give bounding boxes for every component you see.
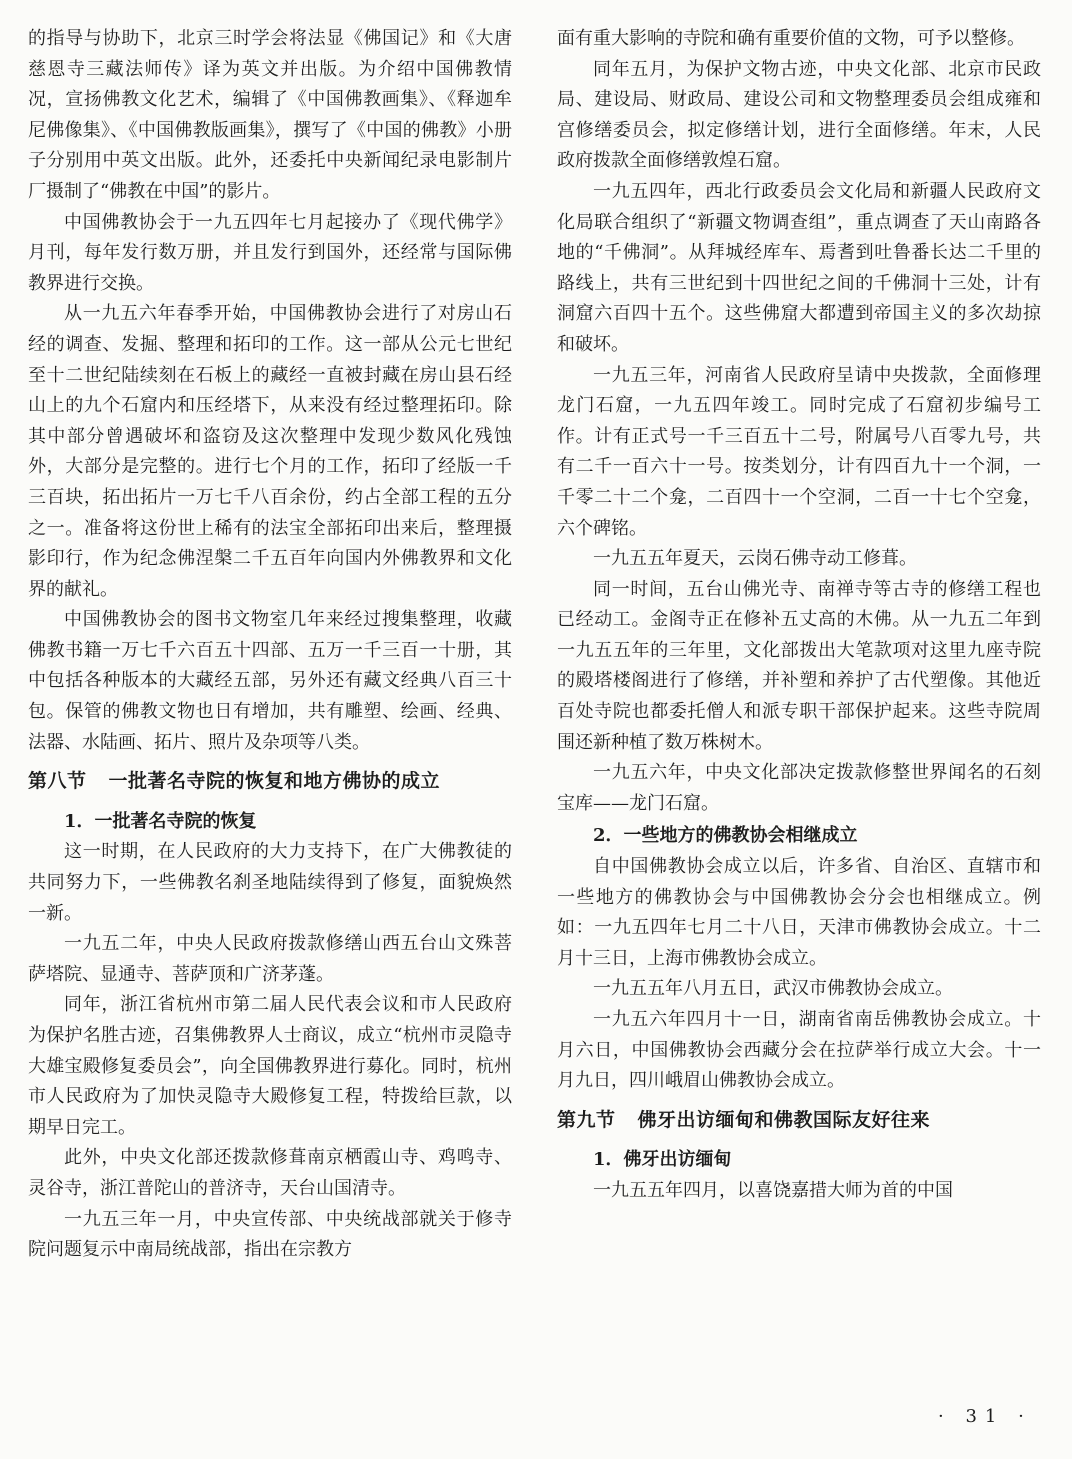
paragraph: 同年，浙江省杭州市第二届人民代表会议和市人民政府为保护名胜古迹，召集佛教界人士商议，成立“杭州市灵隐寺大雄宝殿修复委员会”，向全国佛教界进行募化。同时，杭州市人民政府为了加快灵隐寺大殿修复工程，特拨给巨款，以期早日完工。 <box>28 994 512 1138</box>
section-title: 佛牙出访缅甸和佛教国际友好往来 <box>637 1108 931 1131</box>
paragraph: 自中国佛教协会成立以后，许多省、自治区、直辖市和一些地方的佛教协会与中国佛教协会分会也相继成立。例如：一九五四年七月二十八日，天津市佛教协会成立。十二月十三日，上海市佛教协会成立。 <box>557 856 1041 969</box>
paragraph: 面有重大影响的寺院和确有重要价值的文物，可予以整修。 <box>557 28 1025 49</box>
paragraph: 一九五四年，西北行政委员会文化局和新疆人民政府文化局联合组织了“新疆文物调查组”，重点调查了天山南路各地的“千佛洞”。从拜城经库车、焉耆到吐鲁番长达二千里的路线上，共有三世纪到十四世纪之间的千佛洞十三处，计有洞窟六百四十五个。这些佛窟大都遭到帝国主义的多次劫掠和破坏。 <box>557 180 1041 355</box>
section-number: 第八节 <box>28 770 87 793</box>
paragraph: 此外，中央文化部还拨款修葺南京栖霞山寺、鸡鸣寺、灵谷寺，浙江普陀山的普济寺，天台山国清寺。 <box>28 1147 512 1199</box>
paragraph: 一九五二年，中央人民政府拨款修缮山西五台山文殊菩萨塔院、显通寺、菩萨顶和广济茅蓬。 <box>28 933 512 985</box>
right-column <box>557 24 1041 1207</box>
paragraph: 这一时期，在人民政府的大力支持下，在广大佛教徒的共同努力下，一些佛教名刹圣地陆续得到了修复，面貌焕然一新。 <box>28 841 512 924</box>
paragraph: 一九五三年，河南省人民政府呈请中央拨款，全面修理龙门石窟，一九五四年竣工。同时完成了石窟初步编号工作。计有正式号一千三百五十二号，附属号八百零九号，共有二千一百六十一号。按类划分，计有四百九十一个洞，一千零二十二个龛，二百四十一个空洞，二百一十七个空龛，六个碑铭。 <box>557 364 1041 539</box>
paragraph: 中国佛教协会于一九五四年七月起接办了《现代佛学》月刊，每年发行数万册，并且发行到国外，还经常与国际佛教界进行交换。 <box>28 211 512 294</box>
paragraph: 一九五三年一月，中央宣传部、中央统战部就关于修寺院问题复示中南局统战部，指出在宗教方 <box>28 1208 512 1261</box>
subsection-heading: 1．佛牙出访缅甸 <box>593 1149 732 1171</box>
paragraph: 中国佛教协会的图书文物室几年来经过搜集整理，收藏佛教书籍一万七千六百五十四部、五万一千三百一十册，其中包括各种版本的大藏经五部，另外还有藏文经典八百三十包。保管的佛教文物也日有增加，共有雕塑、绘画、经典、法器、水陆画、拓片、照片及杂项等八类。 <box>28 609 512 753</box>
section-number: 第九节 <box>557 1108 616 1131</box>
paragraph: 的指导与协助下，北京三时学会将法显《佛国记》和《大唐慈恩寺三藏法师传》译为英文并出版。为介绍中国佛教情况，宣扬佛教文化艺术，编辑了《中国佛教画集》、《释迦牟尼佛像集》、《中国佛教版画集》，撰写了《中国的佛教》小册子分别用中英文出版。此外，还委托中央新闻纪录电影制片厂摄制了“佛教在中国”的影片。 <box>28 28 512 202</box>
page-number: · 31 · <box>938 1406 1032 1427</box>
paragraph: 从一九五六年春季开始，中国佛教协会进行了对房山石经的调查、发掘、整理和拓印的工作。这一部从公元七世纪至十二世纪陆续刻在石板上的藏经一直被封藏在房山县石经山上的九个石窟内和压经塔下，从来没有经过整理拓印。除其中部分曾遇破坏和盗窃及这次整理中发现少数风化残蚀外，大部分是完整的。进行七个月的工作，拓印了经版一千三百块，拓出拓片一万七千八百余份，约占全部工程的五分之一。准备将这份世上稀有的法宝全部拓印出来后，整理摄影印行，作为纪念佛涅槃二千五百年向国内外佛教界和文化界的献礼。 <box>28 303 512 600</box>
subsection-heading: 1．一批著名寺院的恢复 <box>64 810 257 832</box>
paragraph: 一九五六年，中央文化部决定拨款修整世界闻名的石刻宝库——龙门石窟。 <box>557 762 1041 814</box>
section-heading <box>28 766 512 797</box>
section-heading <box>557 1105 1041 1136</box>
subsection-heading: 2．一些地方的佛教协会相继成立 <box>593 825 858 847</box>
paragraph: 同年五月，为保护文物古迹，中央文化部、北京市民政局、建设局、财政局、建设公司和文物整理委员会组成雍和宫修缮委员会，拟定修缮计划，进行全面修缮。年末，人民政府拨款全面修缮敦煌石窟。 <box>557 58 1041 172</box>
paragraph: 一九五六年四月十一日，湖南省南岳佛教协会成立。十月六日，中国佛教协会西藏分会在拉萨举行成立大会。十一月九日，四川峨眉山佛教协会成立。 <box>557 1009 1041 1092</box>
paragraph: 一九五五年四月，以喜饶嘉措大师为首的中国 <box>593 1179 953 1201</box>
left-column <box>28 24 512 1266</box>
section-title: 一批著名寺院的恢复和地方佛协的成立 <box>108 770 441 793</box>
paragraph: 一九五五年八月五日，武汉市佛教协会成立。 <box>593 978 953 1000</box>
paragraph: 同一时间，五台山佛光寺、南禅寺等古寺的修缮工程也已经动工。金阁寺正在修补五丈高的木佛。从一九五二年到一九五五年的三年里，文化部拨出大笔款项对这里九座寺院的殿塔楼阁进行了修缮，并补塑和养护了古代塑像。其他近百处寺院也都委托僧人和派专职干部保护起来。这些寺院周围还新种植了数万株树木。 <box>557 578 1041 753</box>
paragraph: 一九五五年夏天，云岗石佛寺动工修葺。 <box>593 548 917 570</box>
